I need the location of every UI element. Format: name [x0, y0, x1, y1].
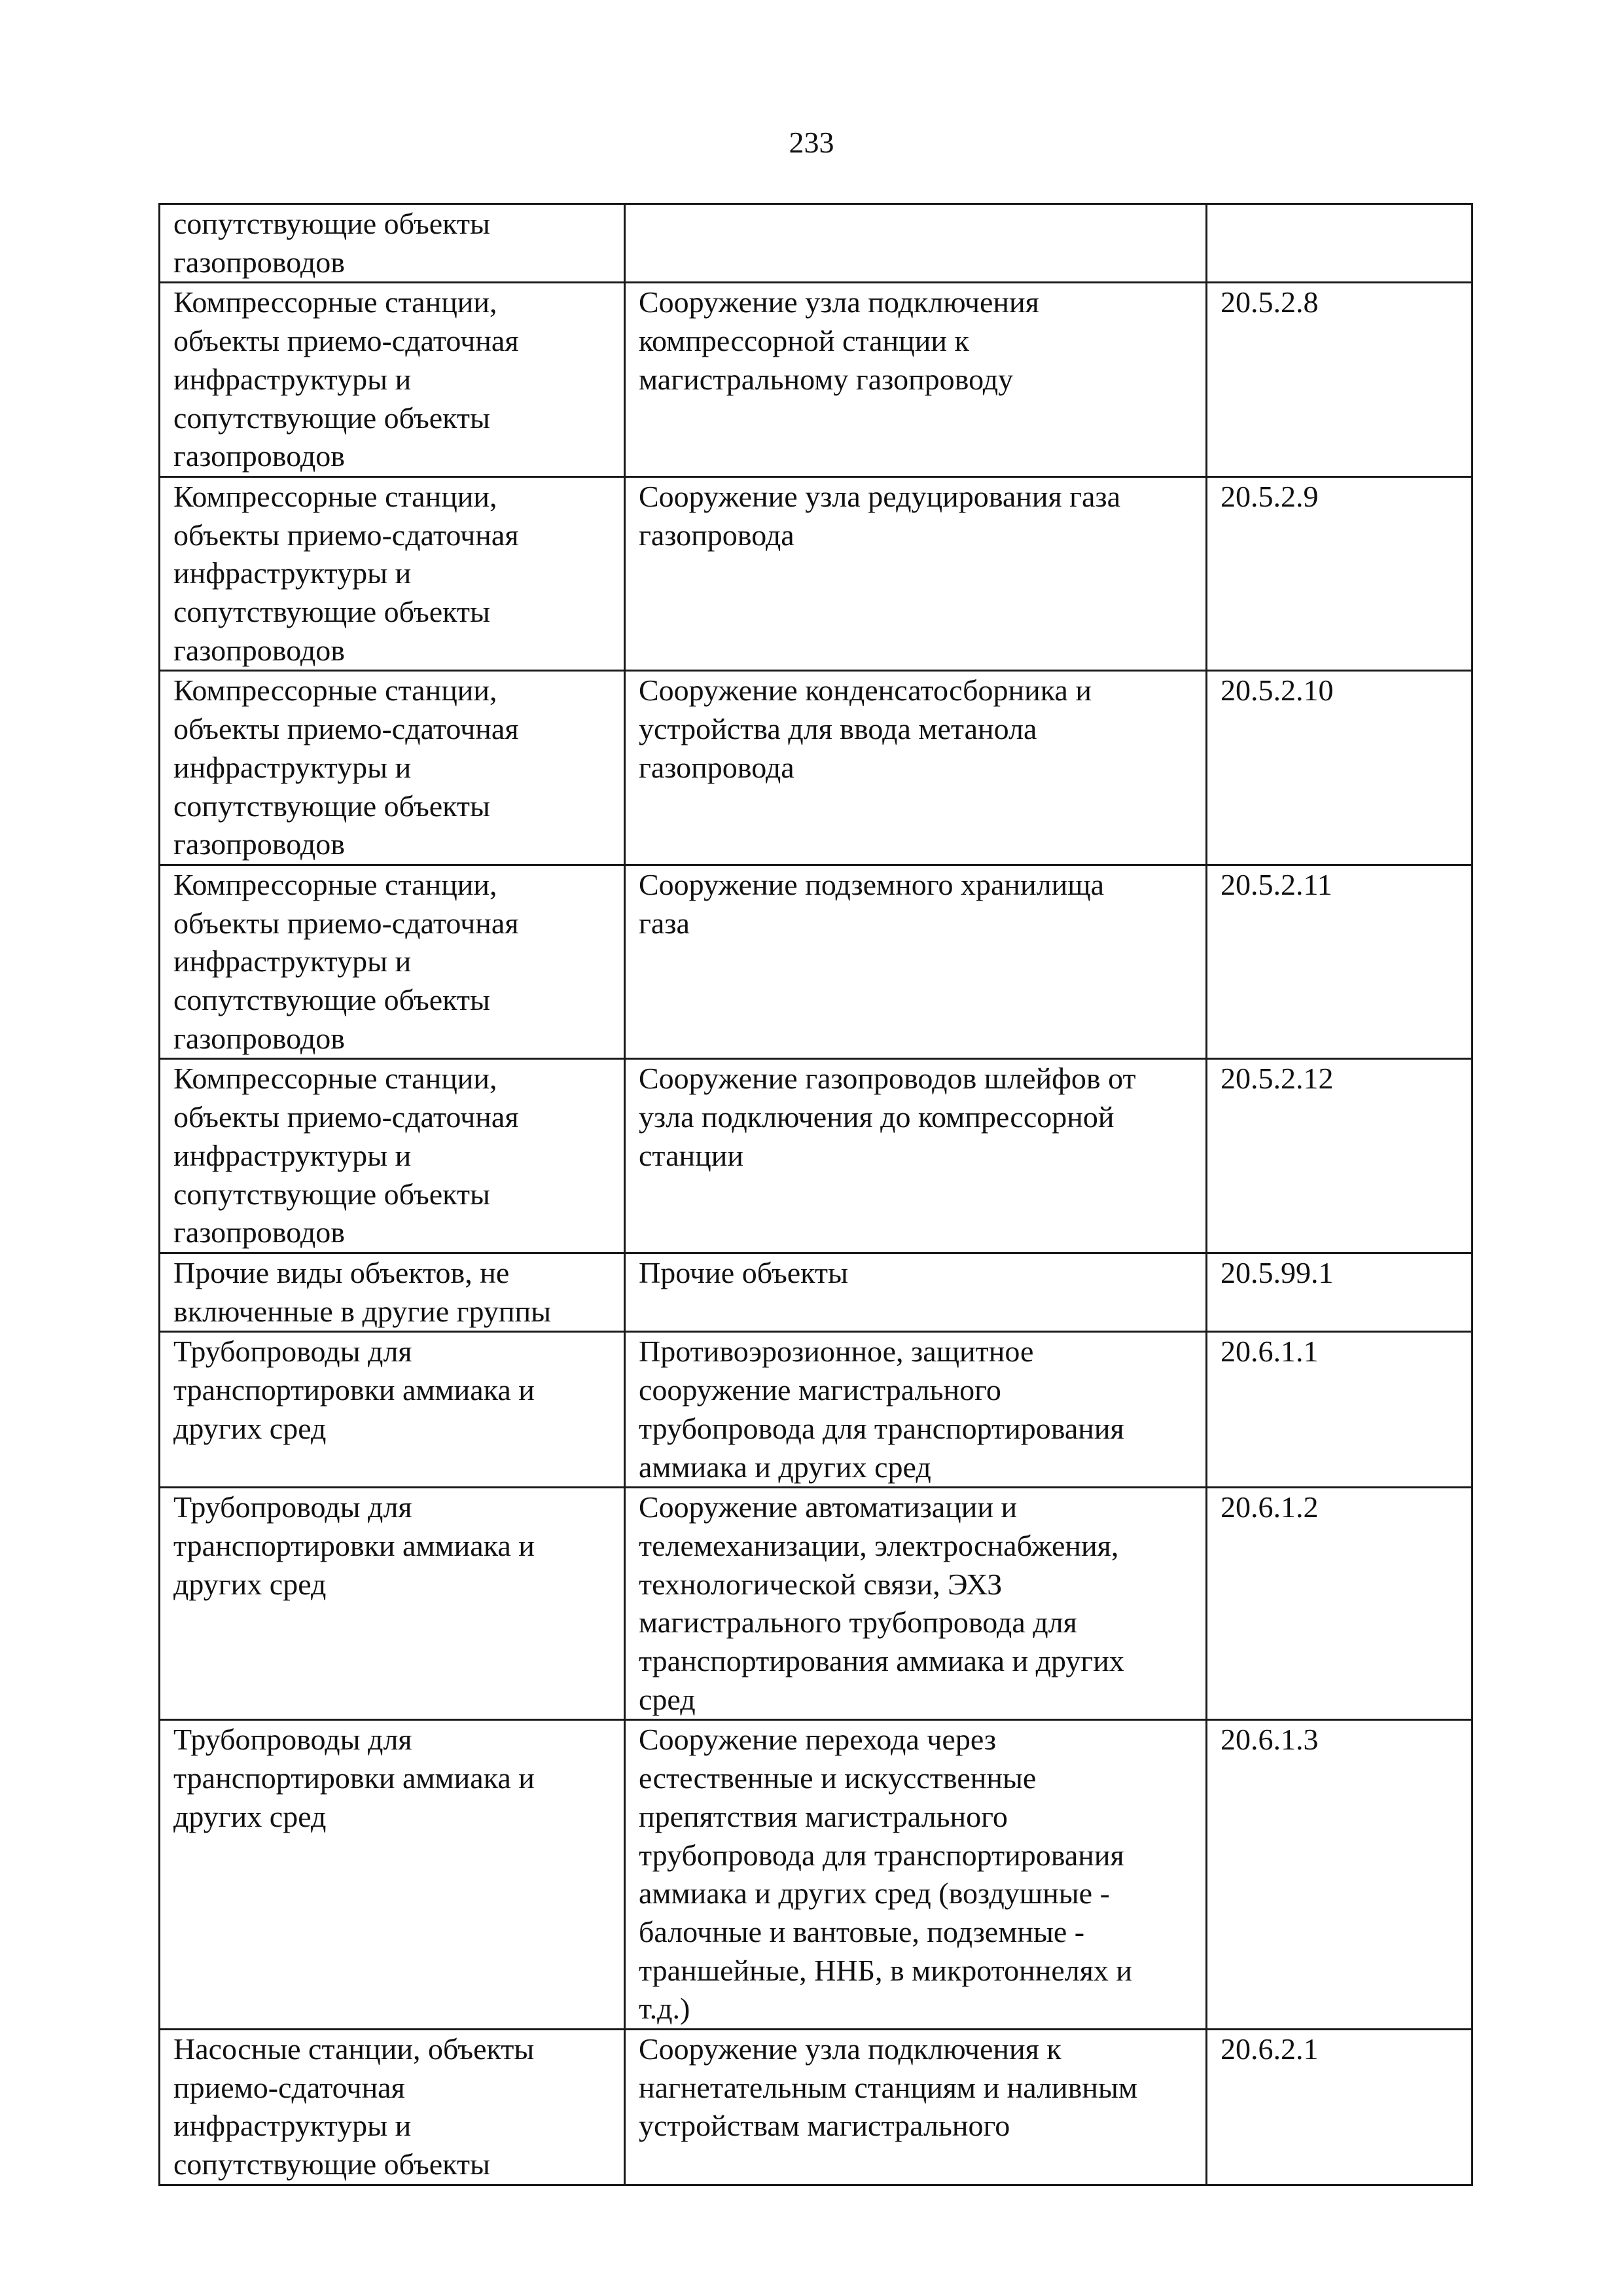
table-row [160, 671, 1472, 865]
object-type-cell: сопутствующие объекты газопроводов [160, 204, 625, 283]
object-type-cell: Трубопроводы для транспортировки аммиака и других сред [160, 1488, 625, 1720]
code-cell [1207, 204, 1472, 283]
code-cell: 20.5.2.11 [1207, 865, 1472, 1059]
object-type-cell: Компрессорные станции, объекты приемо-сдаточная инфраструктуры и сопутствующие объекты газопроводов [160, 671, 625, 865]
structure-cell: Сооружение конденсатосборника и устройства для ввода метанола газопровода [625, 671, 1207, 865]
structure-cell [625, 204, 1207, 283]
object-type-cell: Насосные станции, объекты приемо-сдаточная инфраструктуры и сопутствующие объекты [160, 2030, 625, 2185]
object-type-cell: Компрессорные станции, объекты приемо-сдаточная инфраструктуры и сопутствующие объекты газопроводов [160, 1059, 625, 1253]
table-row [160, 865, 1472, 1059]
code-cell: 20.5.2.12 [1207, 1059, 1472, 1253]
table-row [160, 283, 1472, 477]
code-cell: 20.5.2.10 [1207, 671, 1472, 865]
structure-cell: Сооружение узла подключения компрессорной станции к магистральному газопроводу [625, 283, 1207, 477]
structure-cell: Сооружение автоматизации и телемеханизации, электроснабжения, технологической связи, ЭХЗ магистрального трубопровода для транспортирования аммиака и других сред [625, 1488, 1207, 1720]
structure-cell: Противоэрозионное, защитное сооружение магистрального трубопровода для транспортирования аммиака и других сред [625, 1332, 1207, 1488]
table-row [160, 2030, 1472, 2185]
code-cell: 20.5.99.1 [1207, 1253, 1472, 1331]
structure-cell: Сооружение перехода через естественные и искусственные препятствия магистрального трубопровода для транспортирования аммиака и других сред (воздушные - балочные и вантовые, подземные - траншейные, ННБ, в микротоннелях и т.д.) [625, 1720, 1207, 2030]
code-cell: 20.6.1.2 [1207, 1488, 1472, 1720]
structure-cell: Сооружение узла подключения к нагнетательным станциям и наливным устройствам магистрального [625, 2030, 1207, 2185]
object-type-cell: Компрессорные станции, объекты приемо-сдаточная инфраструктуры и сопутствующие объекты газопроводов [160, 283, 625, 477]
object-type-cell: Трубопроводы для транспортировки аммиака и других сред [160, 1720, 625, 2030]
code-cell: 20.6.1.3 [1207, 1720, 1472, 2030]
object-type-cell: Компрессорные станции, объекты приемо-сдаточная инфраструктуры и сопутствующие объекты газопроводов [160, 865, 625, 1059]
structure-cell: Сооружение подземного хранилища газа [625, 865, 1207, 1059]
table-row [160, 204, 1472, 283]
table-row [160, 476, 1472, 671]
table-row [160, 1059, 1472, 1253]
table-row [160, 1488, 1472, 1720]
code-cell: 20.6.1.1 [1207, 1332, 1472, 1488]
code-cell: 20.5.2.9 [1207, 476, 1472, 671]
code-cell: 20.5.2.8 [1207, 283, 1472, 477]
object-type-cell: Прочие виды объектов, не включенные в другие группы [160, 1253, 625, 1331]
structure-cell: Прочие объекты [625, 1253, 1207, 1331]
classification-table [158, 203, 1473, 2186]
table-row [160, 1720, 1472, 2030]
table-row [160, 1332, 1472, 1488]
structure-cell: Сооружение газопроводов шлейфов от узла подключения до компрессорной станции [625, 1059, 1207, 1253]
code-cell: 20.6.2.1 [1207, 2030, 1472, 2185]
page-number: 233 [789, 126, 834, 159]
table-row [160, 1253, 1472, 1331]
object-type-cell: Компрессорные станции, объекты приемо-сдаточная инфраструктуры и сопутствующие объекты газопроводов [160, 476, 625, 671]
structure-cell: Сооружение узла редуцирования газа газопровода [625, 476, 1207, 671]
object-type-cell: Трубопроводы для транспортировки аммиака и других сред [160, 1332, 625, 1488]
